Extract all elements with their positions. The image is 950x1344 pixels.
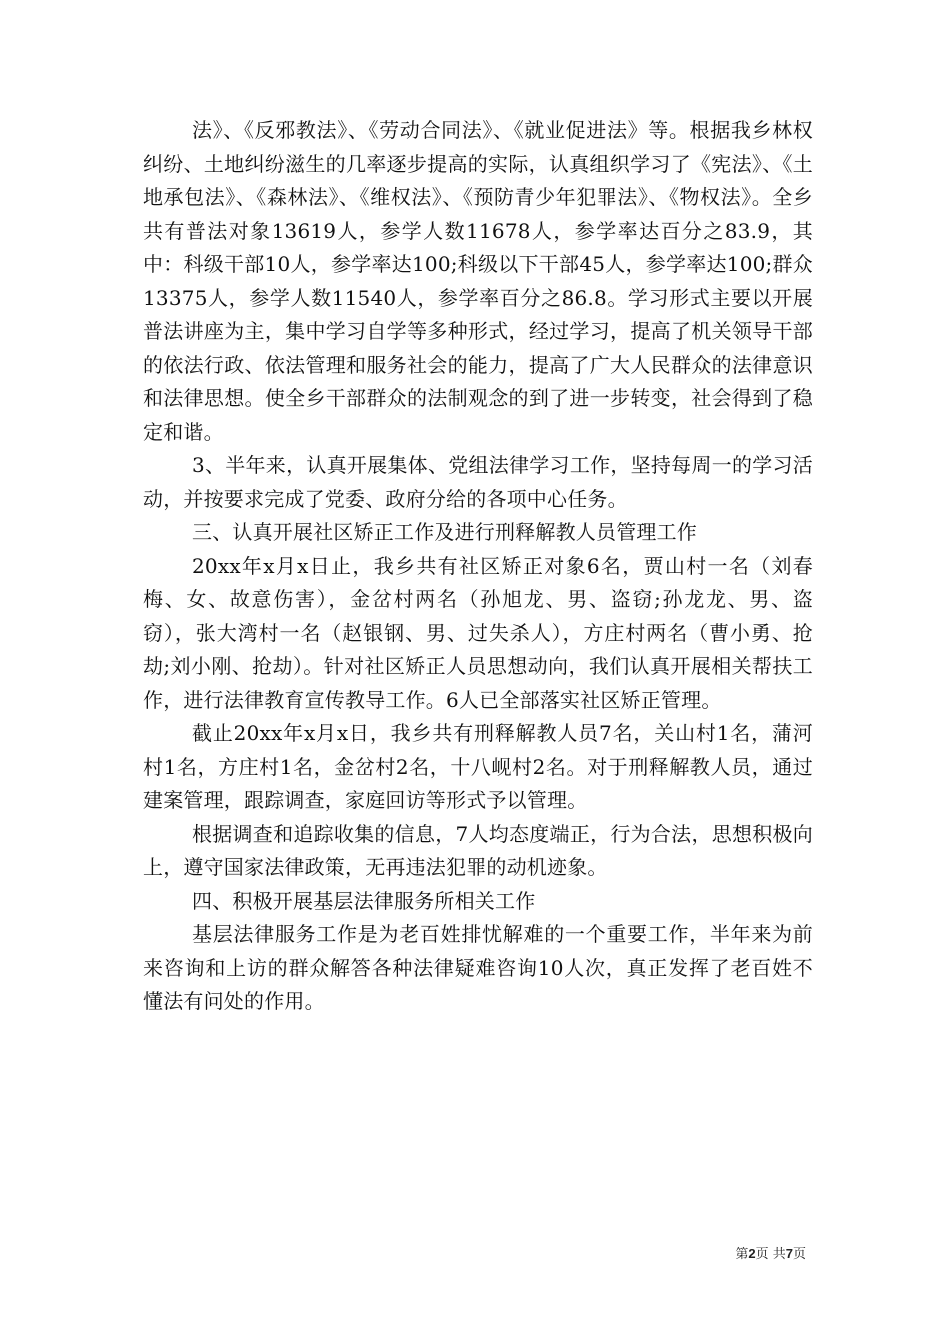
footer-suffix: 页 bbox=[792, 1247, 806, 1262]
page-number-footer bbox=[735, 1245, 806, 1264]
paragraph-8: 基层法律服务工作是为老百姓排忧解难的一个重要工作，半年来为前来咨询和上访的群众解答各种法律疑难咨询10人次，真正发挥了老百姓不懂法有问处的作用。 bbox=[143, 922, 813, 1013]
document-body bbox=[143, 114, 813, 1019]
paragraph-1: 法》、《反邪教法》、《劳动合同法》、《就业促进法》等。根据我乡林权纠纷、土地纠纷滋生的几率逐步提高的实际，认真组织学习了《宪法》、《土地承包法》、《森林法》、《维权法》、《预防青少年犯罪法》、《物权法》。全乡共有普法对象13619人，参学人数11678人，参学率达百分之83.9，其中：科级干部10人，参学率达100;科级以下干部45人，参学率达100;群众13375人，参学人数11540人，参学率百分之86.8。学习形式主要以开展普法讲座为主，集中学习自学等多种形式，经过学习，提高了机关领导干部的依法行政、依法管理和服务社会的能力，提高了广大人民群众的法律意识和法律思想。使全乡干部群众的法制观念的到了进一步转变，社会得到了稳定和谐。 bbox=[143, 118, 813, 444]
current-page-number: 2 bbox=[748, 1246, 756, 1261]
total-pages-number: 7 bbox=[785, 1246, 793, 1261]
paragraph-2: 3、半年来，认真开展集体、党组法律学习工作，坚持每周一的学习活动，并按要求完成了党委、政府分给的各项中心任务。 bbox=[143, 453, 813, 511]
paragraph-4: 20xx年x月x日止，我乡共有社区矫正对象6名，贾山村一名（刘春梅、女、故意伤害），金岔村两名（孙旭龙、男、盗窃;孙龙龙、男、盗窃），张大湾村一名（赵银钢、男、过失杀人），方庄村两名（曹小勇、抢劫;刘小刚、抢劫）。针对社区矫正人员思想动向，我们认真开展相关帮扶工作，进行法律教育宣传教导工作。6人已全部落实社区矫正管理。 bbox=[143, 553, 813, 712]
footer-middle: 页 共 bbox=[755, 1247, 786, 1262]
section-heading-4: 四、积极开展基层法律服务所相关工作 bbox=[192, 888, 536, 913]
paragraph-5: 截止20xx年x月x日，我乡共有刑释解教人员7名，关山村1名，蒲河村1名，方庄村1名，金岔村2名，十八岘村2名。对于刑释解教人员，通过建案管理，跟踪调查，家庭回访等形式予以管理。 bbox=[143, 721, 813, 812]
paragraph-6: 根据调查和追踪收集的信息，7人均态度端正，行为合法，思想积极向上，遵守国家法律政策，无再违法犯罪的动机迹象。 bbox=[143, 821, 813, 879]
footer-prefix: 第 bbox=[735, 1247, 749, 1262]
section-heading-3: 三、认真开展社区矫正工作及进行刑释解教人员管理工作 bbox=[192, 520, 697, 544]
